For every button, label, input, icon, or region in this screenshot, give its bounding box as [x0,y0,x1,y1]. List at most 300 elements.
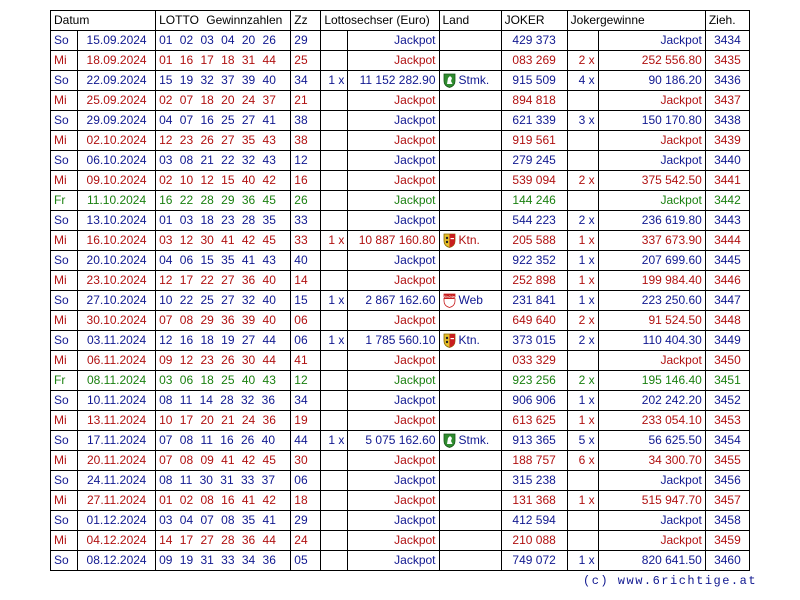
row-joker: 033 329 [501,351,567,371]
row-joker-amount: 34 300.70 [598,451,705,471]
row-joker-amount: 820 641.50 [598,551,705,571]
row-zusatzzahl: 21 [291,91,321,111]
row-zusatzzahl: 29 [291,31,321,51]
row-numbers: 03 04 07 08 35 41 [156,511,291,531]
row-ziehung: 3443 [705,211,749,231]
row-land [439,271,501,291]
row-sechser-count [321,131,348,151]
lotto-results-table [50,10,750,571]
row-joker-count: 5 x [567,431,598,451]
row-joker-count [567,351,598,371]
row-joker: 188 757 [501,451,567,471]
row-land [439,391,501,411]
table-row [51,231,750,251]
table-row [51,311,750,331]
row-joker-amount: 515 947.70 [598,491,705,511]
row-day: So [51,291,78,311]
row-joker-count [567,191,598,211]
row-land [439,71,501,91]
row-ziehung: 3454 [705,431,749,451]
row-date: 24.11.2024 [78,471,156,491]
row-sechser-amount: 1 785 560.10 [348,331,439,351]
row-numbers: 01 03 18 23 28 35 [156,211,291,231]
row-sechser-amount: Jackpot [348,131,439,151]
row-numbers: 03 08 21 22 32 43 [156,151,291,171]
row-sechser-count [321,251,348,271]
row-sechser-count [321,171,348,191]
row-date: 27.10.2024 [78,291,156,311]
row-land [439,251,501,271]
row-sechser-count [321,551,348,571]
copyright-footer: (c) www.6richtige.at [583,574,758,588]
row-joker: 205 588 [501,231,567,251]
row-joker: 373 015 [501,331,567,351]
row-date: 04.12.2024 [78,531,156,551]
row-ziehung: 3451 [705,371,749,391]
row-land [439,51,501,71]
row-joker-amount: Jackpot [598,511,705,531]
row-joker-amount: Jackpot [598,531,705,551]
row-numbers: 04 07 16 25 27 41 [156,111,291,131]
row-ziehung: 3435 [705,51,749,71]
row-joker-amount: 375 542.50 [598,171,705,191]
row-joker: 144 246 [501,191,567,211]
row-zusatzzahl: 40 [291,251,321,271]
row-joker-count: 1 x [567,551,598,571]
row-joker: 252 898 [501,271,567,291]
row-sechser-count [321,91,348,111]
row-joker-count: 1 x [567,231,598,251]
row-date: 29.09.2024 [78,111,156,131]
table-row [51,151,750,171]
row-date: 13.10.2024 [78,211,156,231]
row-numbers: 04 06 15 35 41 43 [156,251,291,271]
row-sechser-count [321,491,348,511]
row-joker-count: 1 x [567,491,598,511]
row-numbers: 14 17 27 28 36 44 [156,531,291,551]
row-joker: 315 238 [501,471,567,491]
row-joker-amount: 56 625.50 [598,431,705,451]
row-ziehung: 3459 [705,531,749,551]
row-sechser-amount: 2 867 162.60 [348,291,439,311]
row-joker-amount: 202 242.20 [598,391,705,411]
row-ziehung: 3441 [705,171,749,191]
row-zusatzzahl: 29 [291,511,321,531]
row-day: So [51,551,78,571]
row-joker-count [567,531,598,551]
row-sechser-amount: Jackpot [348,311,439,331]
row-land [439,431,501,451]
row-sechser-amount: Jackpot [348,211,439,231]
row-joker: 544 223 [501,211,567,231]
row-sechser-count [321,531,348,551]
row-sechser-count [321,371,348,391]
row-joker-count [567,511,598,531]
row-zusatzzahl: 30 [291,451,321,471]
land-label: Ktn. [458,233,480,247]
row-joker-amount: 91 524.50 [598,311,705,331]
row-sechser-amount: Jackpot [348,411,439,431]
row-sechser-amount: 11 152 282.90 [348,71,439,91]
row-date: 15.09.2024 [78,31,156,51]
row-date: 08.12.2024 [78,551,156,571]
row-land [439,351,501,371]
row-numbers: 10 17 20 21 24 36 [156,411,291,431]
table-row [51,191,750,211]
table-row [51,291,750,311]
row-zusatzzahl: 15 [291,291,321,311]
row-zusatzzahl: 06 [291,311,321,331]
row-numbers: 07 08 09 41 42 45 [156,451,291,471]
header-gewinnzahlen: LOTTO Gewinnzahlen [156,11,291,31]
row-joker: 915 509 [501,71,567,91]
row-land [439,211,501,231]
row-ziehung: 3452 [705,391,749,411]
row-land [439,291,501,311]
row-sechser-amount: 10 887 160.80 [348,231,439,251]
stmk-crest-icon [443,73,456,88]
row-sechser-amount: Jackpot [348,491,439,511]
row-joker-amount: 252 556.80 [598,51,705,71]
row-land [439,311,501,331]
row-land [439,131,501,151]
table-row [51,131,750,151]
row-numbers: 16 22 28 29 36 45 [156,191,291,211]
row-joker-count: 2 x [567,51,598,71]
row-ziehung: 3442 [705,191,749,211]
row-joker-amount: 90 186.20 [598,71,705,91]
row-day: So [51,331,78,351]
row-sechser-count [321,411,348,431]
row-joker-count [567,471,598,491]
row-sechser-count [321,311,348,331]
row-ziehung: 3455 [705,451,749,471]
row-date: 06.10.2024 [78,151,156,171]
row-date: 30.10.2024 [78,311,156,331]
row-joker-amount: 207 699.60 [598,251,705,271]
row-sechser-count: 1 x [321,431,348,451]
row-land [439,551,501,571]
row-day: Mi [51,231,78,251]
row-numbers: 09 19 31 33 34 36 [156,551,291,571]
row-joker-amount: Jackpot [598,351,705,371]
row-sechser-amount: Jackpot [348,31,439,51]
row-sechser-amount: Jackpot [348,371,439,391]
row-land [439,31,501,51]
row-joker: 913 365 [501,431,567,451]
table-row [51,171,750,191]
table-row [51,391,750,411]
table-row [51,71,750,91]
row-joker: 906 906 [501,391,567,411]
row-joker: 083 269 [501,51,567,71]
row-zusatzzahl: 34 [291,391,321,411]
row-date: 16.10.2024 [78,231,156,251]
row-day: Fr [51,371,78,391]
row-ziehung: 3444 [705,231,749,251]
table-row [51,91,750,111]
row-land [439,511,501,531]
land-label: Stmk. [458,433,490,447]
row-numbers: 03 12 30 41 42 45 [156,231,291,251]
row-day: So [51,511,78,531]
row-ziehung: 3434 [705,31,749,51]
row-day: Mi [51,491,78,511]
row-ziehung: 3436 [705,71,749,91]
row-date: 10.11.2024 [78,391,156,411]
row-day: Mi [51,131,78,151]
row-date: 27.11.2024 [78,491,156,511]
row-ziehung: 3456 [705,471,749,491]
row-date: 25.09.2024 [78,91,156,111]
row-sechser-amount: Jackpot [348,471,439,491]
table-row [51,211,750,231]
row-zusatzzahl: 38 [291,131,321,151]
row-sechser-amount: Jackpot [348,111,439,131]
row-joker-amount: Jackpot [598,151,705,171]
row-ziehung: 3437 [705,91,749,111]
row-numbers: 01 02 03 04 20 26 [156,31,291,51]
row-zusatzzahl: 18 [291,491,321,511]
row-numbers: 07 08 11 16 26 40 [156,431,291,451]
row-joker: 922 352 [501,251,567,271]
row-day: Mi [51,451,78,471]
row-zusatzzahl: 06 [291,331,321,351]
row-land [439,191,501,211]
row-joker-amount: 195 146.40 [598,371,705,391]
row-numbers: 08 11 30 31 33 37 [156,471,291,491]
table-row [51,551,750,571]
table-row [51,51,750,71]
row-land [439,531,501,551]
row-numbers: 10 22 25 27 32 40 [156,291,291,311]
row-numbers: 08 11 14 28 32 36 [156,391,291,411]
table-row [51,371,750,391]
row-land [439,471,501,491]
row-land [439,331,501,351]
row-day: So [51,111,78,131]
row-ziehung: 3439 [705,131,749,151]
row-joker: 429 373 [501,31,567,51]
row-numbers: 03 06 18 25 40 43 [156,371,291,391]
row-sechser-amount: Jackpot [348,391,439,411]
row-zusatzzahl: 12 [291,151,321,171]
row-date: 17.11.2024 [78,431,156,451]
row-sechser-count [321,31,348,51]
svg-text:Win2day: Win2day [442,295,456,299]
row-sechser-amount: Jackpot [348,251,439,271]
table-row [51,351,750,371]
row-joker-count: 2 x [567,211,598,231]
row-joker-count: 1 x [567,291,598,311]
ktn-crest-icon [443,233,456,248]
row-ziehung: 3448 [705,311,749,331]
row-zusatzzahl: 05 [291,551,321,571]
row-date: 06.11.2024 [78,351,156,371]
row-date: 20.10.2024 [78,251,156,271]
row-joker: 923 256 [501,371,567,391]
row-joker-count: 2 x [567,311,598,331]
row-day: So [51,211,78,231]
row-date: 09.10.2024 [78,171,156,191]
web-crest-icon [443,293,456,308]
row-day: So [51,391,78,411]
row-ziehung: 3440 [705,151,749,171]
row-date: 22.09.2024 [78,71,156,91]
row-day: Mi [51,411,78,431]
row-sechser-count [321,351,348,371]
row-numbers: 02 07 18 20 24 37 [156,91,291,111]
row-day: So [51,31,78,51]
row-joker-amount: 337 673.90 [598,231,705,251]
row-day: So [51,151,78,171]
row-numbers: 12 17 22 27 36 40 [156,271,291,291]
row-joker-count: 1 x [567,251,598,271]
row-ziehung: 3449 [705,331,749,351]
row-joker-amount: Jackpot [598,91,705,111]
row-sechser-count [321,391,348,411]
row-sechser-count [321,151,348,171]
row-zusatzzahl: 06 [291,471,321,491]
table-row [51,511,750,531]
header-datum: Datum [51,11,156,31]
ktn-crest-icon [443,333,456,348]
row-zusatzzahl: 38 [291,111,321,131]
header-lottosechser: Lottosechser (Euro) [321,11,439,31]
row-zusatzzahl: 12 [291,371,321,391]
row-joker-count: 2 x [567,371,598,391]
row-joker: 539 094 [501,171,567,191]
row-numbers: 07 08 29 36 39 40 [156,311,291,331]
row-ziehung: 3450 [705,351,749,371]
row-land [439,231,501,251]
header-joker: JOKER [501,11,567,31]
table-row [51,31,750,51]
row-zusatzzahl: 25 [291,51,321,71]
header-land: Land [439,11,501,31]
row-date: 02.10.2024 [78,131,156,151]
row-land [439,451,501,471]
row-sechser-amount: Jackpot [348,51,439,71]
row-joker-amount: Jackpot [598,131,705,151]
row-zusatzzahl: 14 [291,271,321,291]
row-ziehung: 3438 [705,111,749,131]
row-joker-amount: Jackpot [598,31,705,51]
row-zusatzzahl: 19 [291,411,321,431]
row-date: 13.11.2024 [78,411,156,431]
row-date: 20.11.2024 [78,451,156,471]
row-date: 23.10.2024 [78,271,156,291]
row-joker-count: 4 x [567,71,598,91]
row-land [439,411,501,431]
row-sechser-amount: Jackpot [348,191,439,211]
header-row [51,11,750,31]
row-day: Fr [51,191,78,211]
row-ziehung: 3446 [705,271,749,291]
row-sechser-amount: Jackpot [348,91,439,111]
row-joker: 649 640 [501,311,567,331]
row-joker-amount: 110 404.30 [598,331,705,351]
row-joker: 279 245 [501,151,567,171]
row-land [439,491,501,511]
row-joker-count [567,151,598,171]
row-date: 18.09.2024 [78,51,156,71]
row-sechser-amount: Jackpot [348,511,439,531]
row-joker-amount: 150 170.80 [598,111,705,131]
row-joker-amount: 199 984.40 [598,271,705,291]
row-numbers: 02 10 12 15 40 42 [156,171,291,191]
row-numbers: 15 19 32 37 39 40 [156,71,291,91]
row-sechser-count [321,51,348,71]
table-row [51,491,750,511]
row-joker-count: 3 x [567,111,598,131]
row-numbers: 01 16 17 18 31 44 [156,51,291,71]
row-joker-count [567,91,598,111]
row-sechser-amount: Jackpot [348,451,439,471]
row-sechser-amount: Jackpot [348,271,439,291]
row-date: 11.10.2024 [78,191,156,211]
row-day: Mi [51,91,78,111]
stmk-crest-icon [443,433,456,448]
header-jokergewinne: Jokergewinne [567,11,705,31]
row-joker-amount: Jackpot [598,191,705,211]
row-sechser-count: 1 x [321,231,348,251]
table-row [51,251,750,271]
row-joker-amount: Jackpot [598,471,705,491]
table-row [51,471,750,491]
row-sechser-amount: 5 075 162.60 [348,431,439,451]
table-row [51,331,750,351]
land-label: Ktn. [458,333,480,347]
row-joker: 894 818 [501,91,567,111]
row-day: Mi [51,311,78,331]
row-sechser-count [321,451,348,471]
table-row [51,111,750,131]
row-ziehung: 3460 [705,551,749,571]
row-sechser-count [321,511,348,531]
row-land [439,111,501,131]
row-joker-amount: 236 619.80 [598,211,705,231]
row-sechser-amount: Jackpot [348,351,439,371]
row-sechser-amount: Jackpot [348,151,439,171]
row-numbers: 09 12 23 26 30 44 [156,351,291,371]
row-sechser-amount: Jackpot [348,171,439,191]
row-sechser-count: 1 x [321,331,348,351]
row-sechser-count [321,271,348,291]
row-date: 03.11.2024 [78,331,156,351]
row-day: Mi [51,271,78,291]
row-joker: 919 561 [501,131,567,151]
row-joker-count: 6 x [567,451,598,471]
table-row [51,431,750,451]
row-numbers: 12 23 26 27 35 43 [156,131,291,151]
row-joker-count: 2 x [567,171,598,191]
row-land [439,151,501,171]
row-zusatzzahl: 41 [291,351,321,371]
row-joker-count [567,131,598,151]
row-zusatzzahl: 33 [291,231,321,251]
row-day: So [51,431,78,451]
row-joker: 131 368 [501,491,567,511]
row-day: So [51,71,78,91]
row-joker: 749 072 [501,551,567,571]
row-joker-count: 1 x [567,411,598,431]
row-joker-amount: 233 054.10 [598,411,705,431]
table-row [51,411,750,431]
row-day: Mi [51,51,78,71]
header-ziehung: Zieh. [705,11,749,31]
results-body [51,31,750,571]
